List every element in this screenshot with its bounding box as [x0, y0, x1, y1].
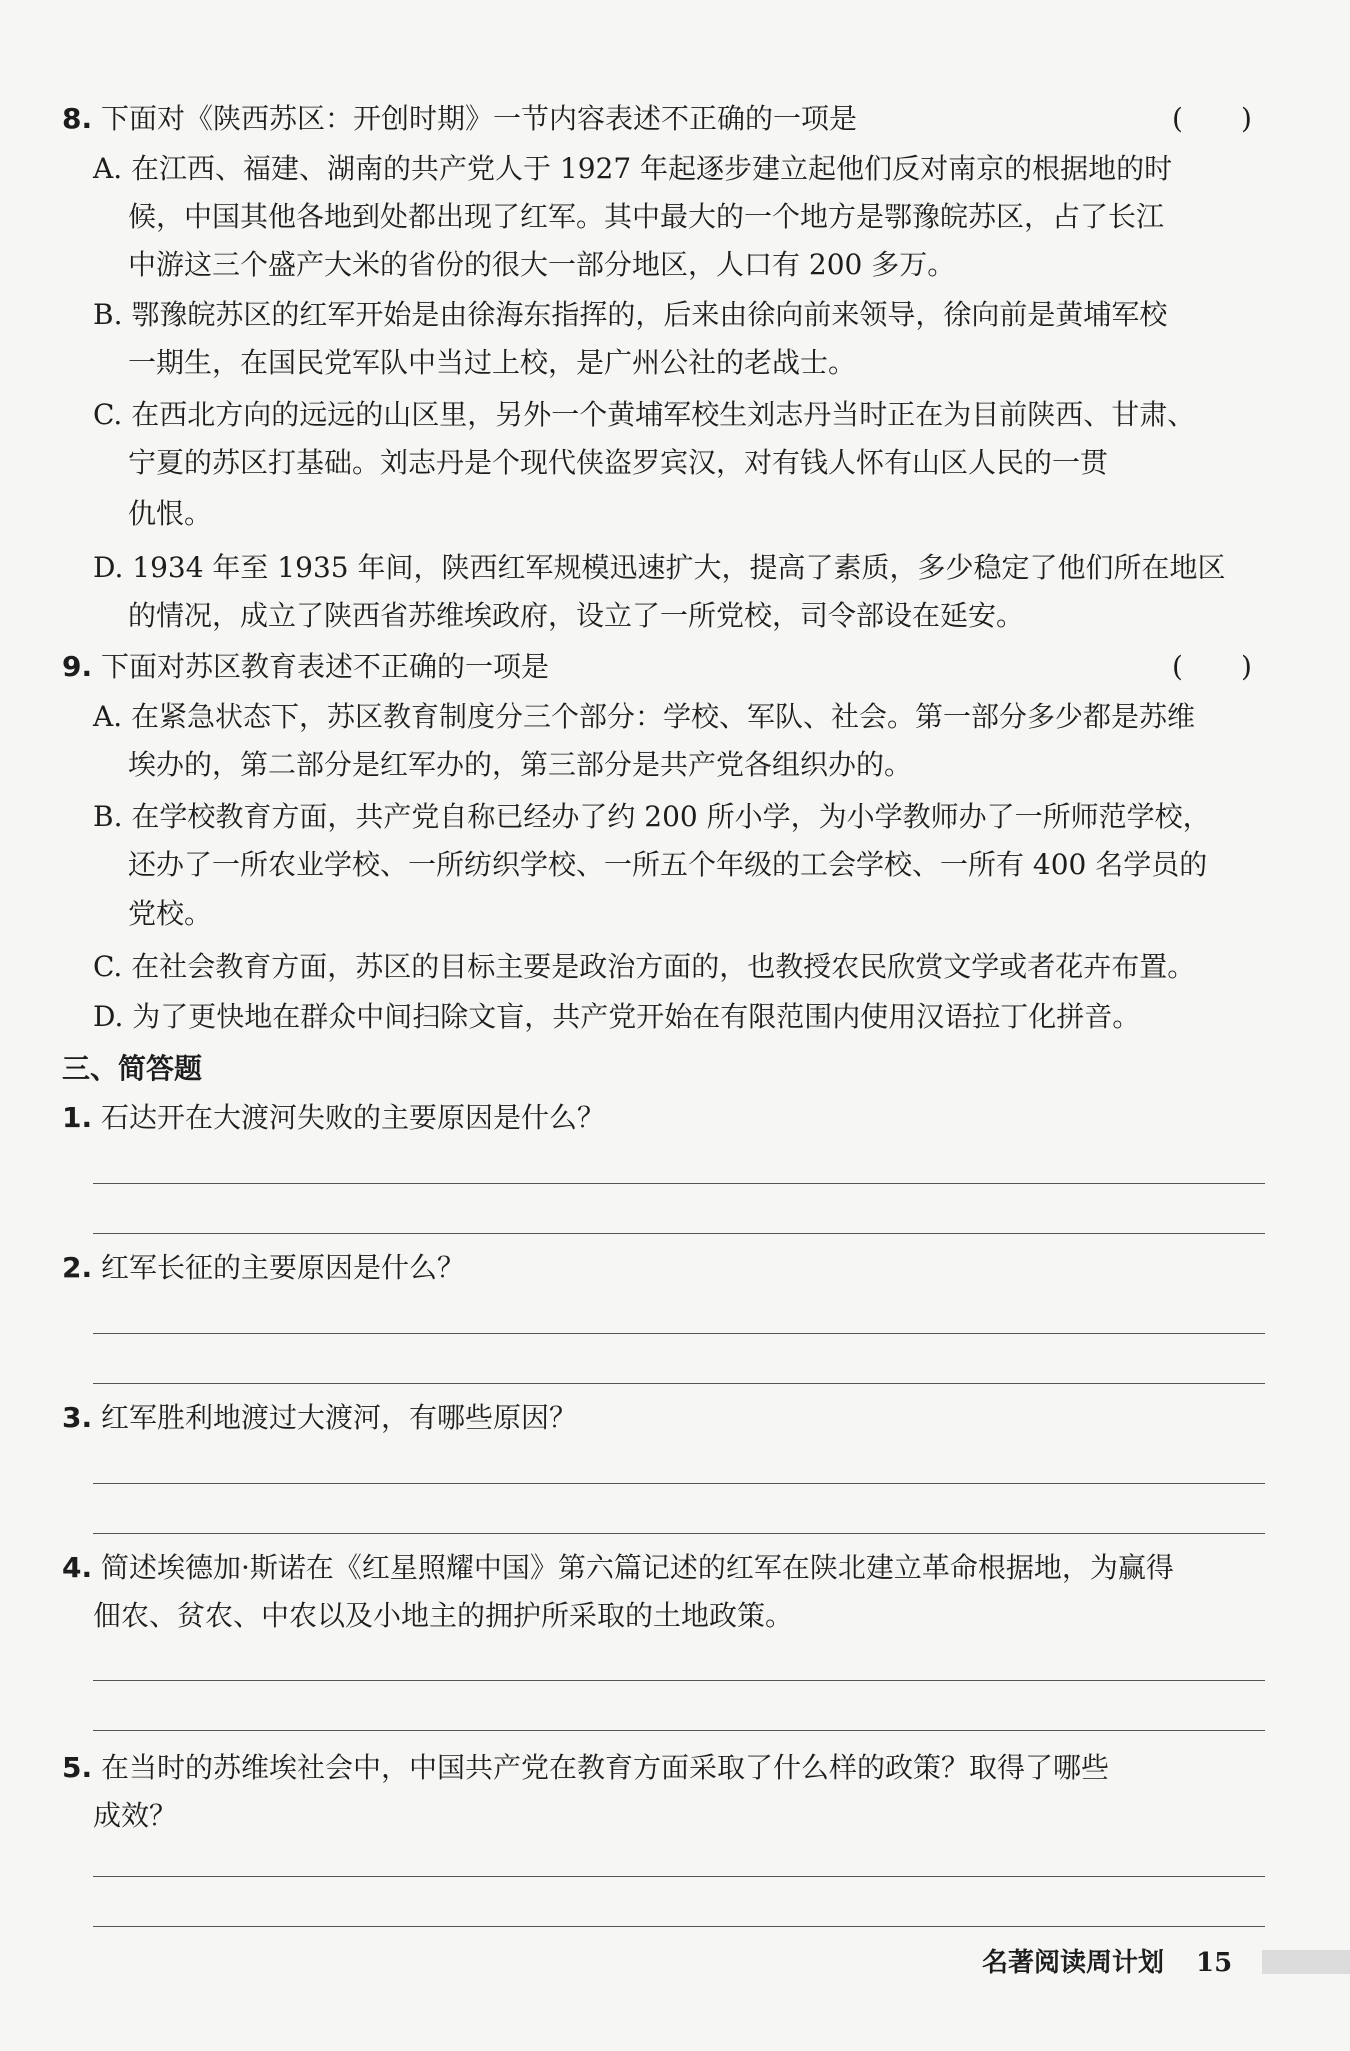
- question-number: 9.: [62, 650, 93, 683]
- question-number: 3.: [62, 1401, 93, 1434]
- question-text: 在当时的苏维埃社会中，中国共产党在教育方面采取了什么样的政策？取得了哪些: [101, 1751, 1110, 1784]
- option-c-line-2: 宁夏的苏区打基础。刘志丹是个现代侠盗罗宾汉，对有钱人怀有山区人民的一贯: [128, 446, 1109, 479]
- footer-book-title: 名著阅读周计划: [982, 1948, 1165, 1978]
- answer-line[interactable]: [93, 1876, 1265, 1877]
- question-text: 红军胜利地渡过大渡河，有哪些原因？: [101, 1401, 578, 1434]
- option-a-line-3: 中游这三个盛产大米的省份的很大一部分地区，人口有 200 多万。: [128, 248, 956, 281]
- question-number: 8.: [62, 102, 93, 135]
- question-9-stem: [62, 649, 549, 685]
- option-d-line-1: D. 1934 年至 1935 年间，陕西红军规模迅速扩大，提高了素质，多少稳定了他们所在地区: [93, 551, 1226, 584]
- question-text: 简述埃德加·斯诺在《红星照耀中国》第六篇记述的红军在陕北建立革命根据地，为赢得: [101, 1551, 1174, 1584]
- question-text: 石达开在大渡河失败的主要原因是什么？: [101, 1101, 606, 1134]
- question-text: 红军长征的主要原因是什么？: [101, 1251, 466, 1284]
- answer-bracket[interactable]: [1172, 101, 1252, 137]
- question-number: 5.: [62, 1751, 93, 1784]
- option-b-line-1: B. 鄂豫皖苏区的红军开始是由徐海东指挥的，后来由徐向前来领导，徐向前是黄埔军校: [93, 298, 1168, 331]
- short-answer-1: [62, 1100, 605, 1136]
- short-answer-2: [62, 1250, 465, 1286]
- option-c-line-3: 仇恨。: [128, 497, 213, 530]
- option-a-line-2: 候，中国其他各地到处都出现了红军。其中最大的一个地方是鄂豫皖苏区，占了长江: [128, 200, 1165, 233]
- option-c-line-1: C. 在西北方向的远远的山区里，另外一个黄埔军校生刘志丹当时正在为目前陕西、甘肃、: [93, 398, 1196, 431]
- answer-line[interactable]: [93, 1383, 1265, 1384]
- paren-close: ): [1240, 650, 1252, 683]
- question-text: 下面对《陕西苏区：开创时期》一节内容表述不正确的一项是: [101, 102, 858, 135]
- paren-close: ): [1240, 102, 1252, 135]
- question-text: 下面对苏区教育表述不正确的一项是: [101, 650, 550, 683]
- short-answer-5: [62, 1750, 1109, 1786]
- answer-line[interactable]: [93, 1926, 1265, 1927]
- answer-line[interactable]: [93, 1233, 1265, 1234]
- answer-bracket[interactable]: [1172, 649, 1252, 685]
- short-answer-5-line-2: 成效？: [93, 1799, 178, 1832]
- question-number: 2.: [62, 1251, 93, 1284]
- option-b-line-1: B. 在学校教育方面，共产党自称已经办了约 200 所小学，为小学教师办了一所师范学校，: [93, 800, 1211, 833]
- short-answer-4-line-2: 佃农、贫农、中农以及小地主的拥护所采取的土地政策。: [93, 1599, 794, 1632]
- short-answer-4: [62, 1550, 1174, 1586]
- option-b-line-2: 还办了一所农业学校、一所纺织学校、一所五个年级的工会学校、一所有 400 名学员的: [128, 848, 1208, 881]
- question-8-stem: [62, 101, 857, 137]
- option-a-line-1: A. 在江西、福建、湖南的共产党人于 1927 年起逐步建立起他们反对南京的根据地的时: [93, 152, 1173, 185]
- question-number: 1.: [62, 1101, 93, 1134]
- answer-line[interactable]: [93, 1730, 1265, 1731]
- option-d-line-1: D. 为了更快地在群众中间扫除文盲，共产党开始在有限范围内使用汉语拉丁化拼音。: [93, 1000, 1141, 1033]
- answer-line[interactable]: [93, 1680, 1265, 1681]
- answer-line[interactable]: [93, 1183, 1265, 1184]
- page-edge-tab: [1262, 1950, 1350, 1974]
- paren-open: (: [1172, 102, 1183, 135]
- option-a-line-1: A. 在紧急状态下，苏区教育制度分三个部分：学校、军队、社会。第一部分多少都是苏维: [93, 700, 1196, 733]
- section-heading: 三、简答题: [62, 1052, 203, 1085]
- option-a-line-2: 埃办的，第二部分是红军办的，第三部分是共产党各组织办的。: [128, 748, 913, 781]
- option-b-line-2: 一期生，在国民党军队中当过上校，是广州公社的老战士。: [128, 346, 857, 379]
- option-c-line-1: C. 在社会教育方面，苏区的目标主要是政治方面的，也教授农民欣赏文学或者花卉布置。: [93, 950, 1196, 983]
- answer-line[interactable]: [93, 1483, 1265, 1484]
- option-d-line-2: 的情况，成立了陕西省苏维埃政府，设立了一所党校，司令部设在延安。: [128, 599, 1025, 632]
- page-number: 15: [1196, 1948, 1233, 1978]
- paren-open: (: [1172, 650, 1183, 683]
- short-answer-3: [62, 1400, 577, 1436]
- answer-line[interactable]: [93, 1333, 1265, 1334]
- answer-line[interactable]: [93, 1533, 1265, 1534]
- question-number: 4.: [62, 1551, 93, 1584]
- option-b-line-3: 党校。: [128, 897, 213, 930]
